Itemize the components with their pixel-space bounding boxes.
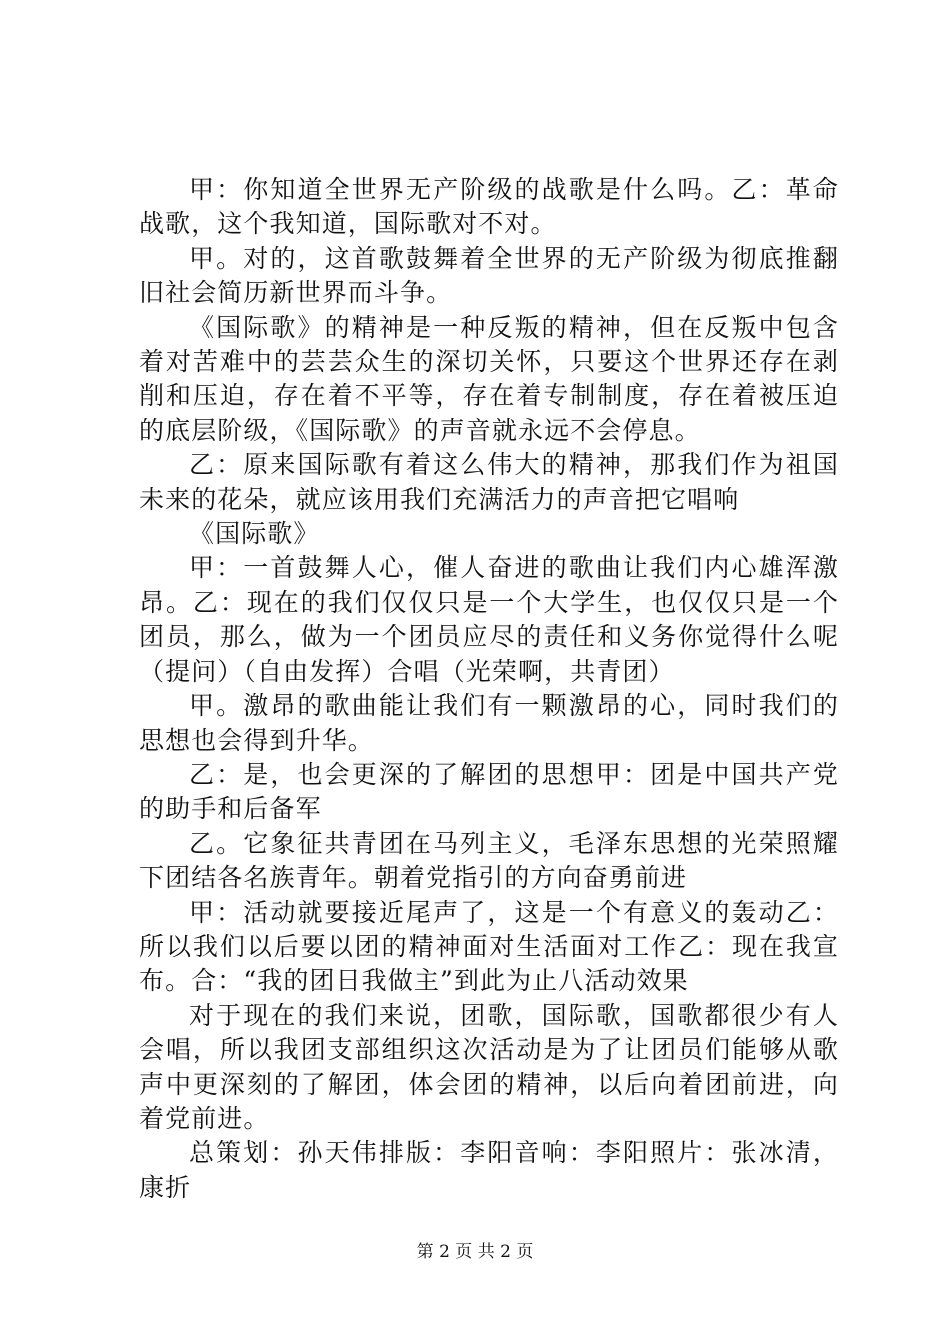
paragraph: 总策划：孙天伟排版：李阳音响：李阳照片：张冰清，康折: [139, 1138, 839, 1202]
paragraph: 甲：你知道全世界无产阶级的战歌是什么吗。乙：革命战歌，这个我知道，国际歌对不对。: [139, 175, 839, 239]
paragraph: 甲。激昂的歌曲能让我们有一颗激昂的心，同时我们的思想也会得到升华。: [139, 691, 839, 755]
paragraph: 甲：活动就要接近尾声了，这是一个有意义的轰动乙：所以我们以后要以团的精神面对生活面对工作乙：现在我宣布。合：“我的团日我做主”到此为止八活动效果: [139, 897, 839, 996]
paragraph: 对于现在的我们来说，团歌，国际歌，国歌都很少有人会唱，所以我团支部组织这次活动是为了让团员们能够从歌声中更深刻的了解团，体会团的精神，以后向着团前进，向着党前进。: [139, 1000, 839, 1133]
paragraph: 《国际歌》的精神是一种反叛的精神，但在反叛中包含着对苦难中的芸芸众生的深切关怀，只要这个世界还存在剥削和压迫，存在着不平等，存在着专制制度，存在着被压迫的底层阶级，《国际歌》的声音就永远不会停息。: [139, 312, 839, 445]
paragraph: 甲。对的，这首歌鼓舞着全世界的无产阶级为彻底推翻旧社会简历新世界而斗争。: [139, 243, 839, 308]
paragraph: 乙。它象征共青团在马列主义，毛泽东思想的光荣照耀下团结各名族青年。朝着党指引的方向奋勇前进: [139, 828, 839, 893]
paragraph: 乙：是，也会更深的了解团的思想甲：团是中国共产党的助手和后备军: [139, 759, 839, 824]
document-body: [139, 173, 839, 1205]
page-number-footer: 第 2 页 共 2 页: [416, 1242, 534, 1262]
paragraph: 《国际歌》: [189, 519, 320, 549]
paragraph: 甲：一首鼓舞人心，催人奋进的歌曲让我们内心雄浑激昂。乙：现在的我们仅仅只是一个大学生，也仅仅只是一个团员，那么，做为一个团员应尽的责任和义务你觉得什么呢（提问）（自由发挥）合唱（光荣啊，共青团）: [139, 553, 839, 686]
paragraph: 乙：原来国际歌有着这么伟大的精神，那我们作为祖国未来的花朵，就应该用我们充满活力的声音把它唱响: [139, 450, 839, 514]
